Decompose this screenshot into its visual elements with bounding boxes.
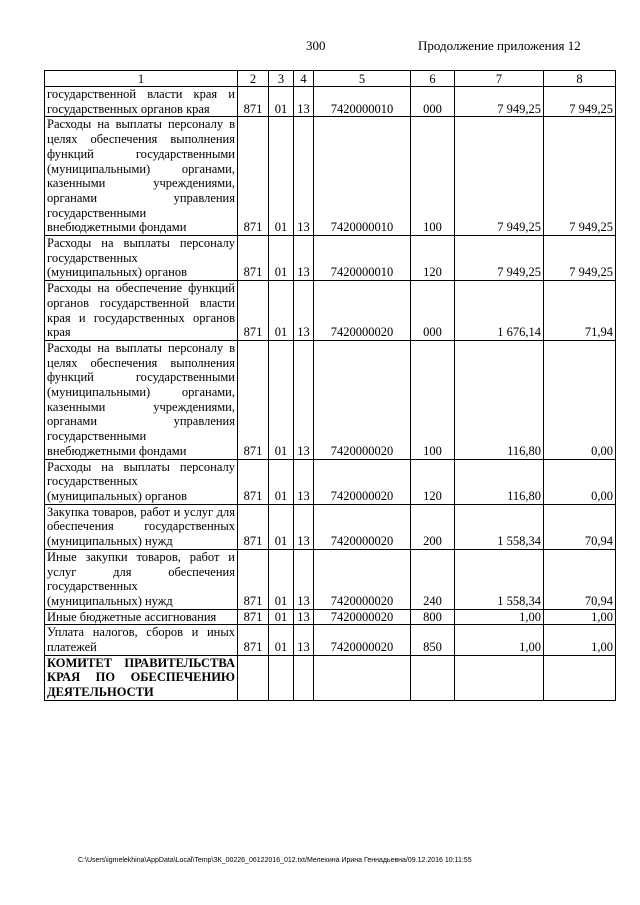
expense-item-line: Расходы на выплаты: [47, 459, 170, 474]
expense-item-line: персоналу государственных: [47, 459, 236, 489]
expense-item-line: (муниципальных) органов: [47, 265, 188, 280]
expense-item-name: [45, 236, 238, 281]
expense-item-name: [45, 609, 238, 625]
expense-item-line: Расходы на обеспечение: [47, 281, 183, 296]
target-article-code: 7420000020: [314, 625, 411, 655]
amount-approved: 1 558,34: [455, 504, 544, 549]
expense-item-line: государственными: [47, 205, 147, 220]
expense-type-code: 100: [411, 340, 455, 459]
amount-executed: [544, 655, 616, 700]
expense-item-line: Расходы на выплаты: [47, 117, 162, 132]
expense-item-line: государственной власти края и: [47, 87, 235, 101]
amount-approved: 7 949,25: [455, 236, 544, 281]
subsection-code: 13: [294, 625, 314, 655]
expense-item-line: государственных: [47, 579, 138, 594]
target-article-code: 7420000020: [314, 609, 411, 625]
amount-approved: 116,80: [455, 459, 544, 504]
expense-item-line: органами управления: [47, 190, 235, 205]
table-row: [45, 340, 616, 459]
expense-item-line: внебюджетными фондами: [47, 443, 187, 458]
amount-approved: 1,00: [455, 625, 544, 655]
expense-item-line: Иные бюджетные: [47, 609, 142, 624]
expense-item-name: [45, 625, 238, 655]
ministry-code: 871: [238, 236, 269, 281]
expense-item-line: казенными учреждениями,: [47, 399, 235, 414]
ministry-code: 871: [238, 459, 269, 504]
expense-type-code: [411, 655, 455, 700]
subsection-code: 13: [294, 459, 314, 504]
expense-item-line: обеспечения выполнения: [90, 355, 235, 370]
expense-item-line: Закупка товаров, работ и: [47, 504, 181, 519]
table-row: [45, 236, 616, 281]
expense-item-line: услуг для обеспечения: [47, 504, 236, 534]
section-code: 01: [269, 625, 294, 655]
table-row: [45, 117, 616, 236]
expense-type-code: 200: [411, 504, 455, 549]
table-row: [45, 459, 616, 504]
target-article-code: 7420000020: [314, 459, 411, 504]
expense-item-line: государственных органов края: [47, 310, 236, 340]
expense-item-line: (муниципальными) органами,: [47, 385, 235, 400]
expense-item-line: ассигнования: [144, 609, 217, 624]
expense-type-code: 850: [411, 625, 455, 655]
header-row: [45, 71, 616, 87]
expense-item-line: иных платежей: [47, 625, 235, 655]
footer-file-path: C:\Users\igmelekhina\AppData\Local\Temp\ЗК_00226_06122016_012.txt/Мелехина Ирина Геннадьевна/09.12.2016 10:11:55: [78, 857, 472, 864]
table-row: [45, 549, 616, 609]
appendix-continuation-title: Продолжение приложения 12: [418, 38, 581, 53]
section-code: [269, 655, 294, 700]
subsection-code: 13: [294, 549, 314, 609]
amount-executed: 7 949,25: [544, 87, 616, 117]
expense-item-line: персоналу государственных: [47, 236, 236, 265]
ministry-code: [238, 655, 269, 700]
column-header: 1: [45, 71, 238, 87]
amount-executed: 70,94: [544, 549, 616, 609]
expense-item-line: Расходы на выплаты: [47, 340, 162, 355]
section-code: 01: [269, 236, 294, 281]
table-row: [45, 655, 616, 700]
expense-item-line: ДЕЯТЕЛЬНОСТИ: [47, 685, 154, 700]
target-article-code: 7420000010: [314, 117, 411, 236]
ministry-code: 871: [238, 625, 269, 655]
amount-approved: 7 949,25: [455, 87, 544, 117]
expense-item-name: [45, 459, 238, 504]
column-header: 7: [455, 71, 544, 87]
section-code: 01: [269, 340, 294, 459]
section-code: 01: [269, 459, 294, 504]
target-article-code: 7420000020: [314, 340, 411, 459]
amount-approved: 1,00: [455, 609, 544, 625]
expense-item-name: [45, 117, 238, 236]
expense-item-name: [45, 655, 238, 700]
ministry-code: 871: [238, 87, 269, 117]
amount-executed: 0,00: [544, 340, 616, 459]
expense-item-line: ПРАВИТЕЛЬСТВА КРАЯ: [47, 655, 235, 685]
expense-item-line: персоналу в целях: [47, 340, 236, 370]
expense-item-name: [45, 504, 238, 549]
target-article-code: [314, 655, 411, 700]
amount-approved: 1 558,34: [455, 549, 544, 609]
table-row: [45, 625, 616, 655]
expense-item-line: обеспечения выполнения: [90, 132, 235, 147]
amount-executed: 1,00: [544, 625, 616, 655]
expense-item-line: казенными учреждениями,: [47, 176, 235, 191]
expense-item-line: и услуг для обеспечения: [47, 549, 235, 579]
expense-item-line: Уплата налогов, сборов и: [47, 625, 199, 640]
budget-table: [44, 70, 616, 701]
table-row: [45, 609, 616, 625]
expense-item-name: [45, 549, 238, 609]
table-row: [45, 281, 616, 341]
expense-item-line: функций государственными: [47, 146, 235, 161]
amount-executed: 70,94: [544, 504, 616, 549]
expense-type-code: 800: [411, 609, 455, 625]
amount-approved: 1 676,14: [455, 281, 544, 341]
amount-approved: [455, 655, 544, 700]
section-code: 01: [269, 87, 294, 117]
expense-type-code: 120: [411, 459, 455, 504]
section-code: 01: [269, 609, 294, 625]
ministry-code: 871: [238, 340, 269, 459]
table-body: [45, 87, 616, 701]
column-header: 6: [411, 71, 455, 87]
expense-type-code: 120: [411, 236, 455, 281]
column-header: 4: [294, 71, 314, 87]
section-code: 01: [269, 281, 294, 341]
expense-type-code: 000: [411, 87, 455, 117]
target-article-code: 7420000010: [314, 236, 411, 281]
subsection-code: [294, 655, 314, 700]
section-code: 01: [269, 549, 294, 609]
expense-item-line: государственных: [144, 519, 235, 534]
expense-item-line: государственными: [47, 429, 147, 444]
section-code: 01: [269, 117, 294, 236]
expense-item-line: государственной власти края и: [47, 295, 235, 325]
expense-item-line: государственных органов края: [47, 101, 210, 116]
table-row: [45, 504, 616, 549]
expense-item-line: КОМИТЕТ: [47, 655, 113, 670]
ministry-code: 871: [238, 549, 269, 609]
expense-item-line: персоналу в целях: [47, 117, 236, 147]
expense-item-line: (муниципальными) органами,: [47, 161, 235, 176]
expense-item-line: внебюджетными фондами: [47, 220, 187, 235]
target-article-code: 7420000020: [314, 504, 411, 549]
page-header: [0, 38, 640, 56]
subsection-code: 13: [294, 117, 314, 236]
expense-item-line: (муниципальных) нужд: [47, 593, 173, 608]
expense-item-line: органами управления: [47, 414, 235, 429]
subsection-code: 13: [294, 236, 314, 281]
subsection-code: 13: [294, 609, 314, 625]
ministry-code: 871: [238, 281, 269, 341]
amount-approved: 7 949,25: [455, 117, 544, 236]
ministry-code: 871: [238, 609, 269, 625]
amount-executed: 71,94: [544, 281, 616, 341]
expense-item-name: [45, 281, 238, 341]
amount-executed: 1,00: [544, 609, 616, 625]
target-article-code: 7420000010: [314, 87, 411, 117]
ministry-code: 871: [238, 504, 269, 549]
section-code: 01: [269, 504, 294, 549]
column-header: 8: [544, 71, 616, 87]
expense-item-line: ПО ОБЕСПЕЧЕНИЮ: [95, 670, 236, 685]
amount-approved: 116,80: [455, 340, 544, 459]
amount-executed: 7 949,25: [544, 117, 616, 236]
column-header: 3: [269, 71, 294, 87]
subsection-code: 13: [294, 340, 314, 459]
expense-item-line: функций органов: [47, 281, 235, 310]
expense-item-line: функций государственными: [47, 370, 235, 385]
target-article-code: 7420000020: [314, 549, 411, 609]
amount-executed: 0,00: [544, 459, 616, 504]
page-number: 300: [306, 38, 326, 53]
expense-item-name: [45, 87, 238, 117]
expense-type-code: 000: [411, 281, 455, 341]
expense-item-name: [45, 340, 238, 459]
subsection-code: 13: [294, 87, 314, 117]
expense-item-line: (муниципальных) органов: [47, 488, 188, 503]
column-header: 2: [238, 71, 269, 87]
target-article-code: 7420000020: [314, 281, 411, 341]
table-row: [45, 87, 616, 117]
ministry-code: 871: [238, 117, 269, 236]
subsection-code: 13: [294, 504, 314, 549]
subsection-code: 13: [294, 281, 314, 341]
expense-type-code: 100: [411, 117, 455, 236]
expense-item-line: (муниципальных) нужд: [47, 534, 173, 549]
expense-item-line: Иные закупки товаров, работ: [47, 549, 220, 564]
amount-executed: 7 949,25: [544, 236, 616, 281]
expense-item-line: Расходы на выплаты: [47, 236, 170, 251]
column-header: 5: [314, 71, 411, 87]
expense-type-code: 240: [411, 549, 455, 609]
